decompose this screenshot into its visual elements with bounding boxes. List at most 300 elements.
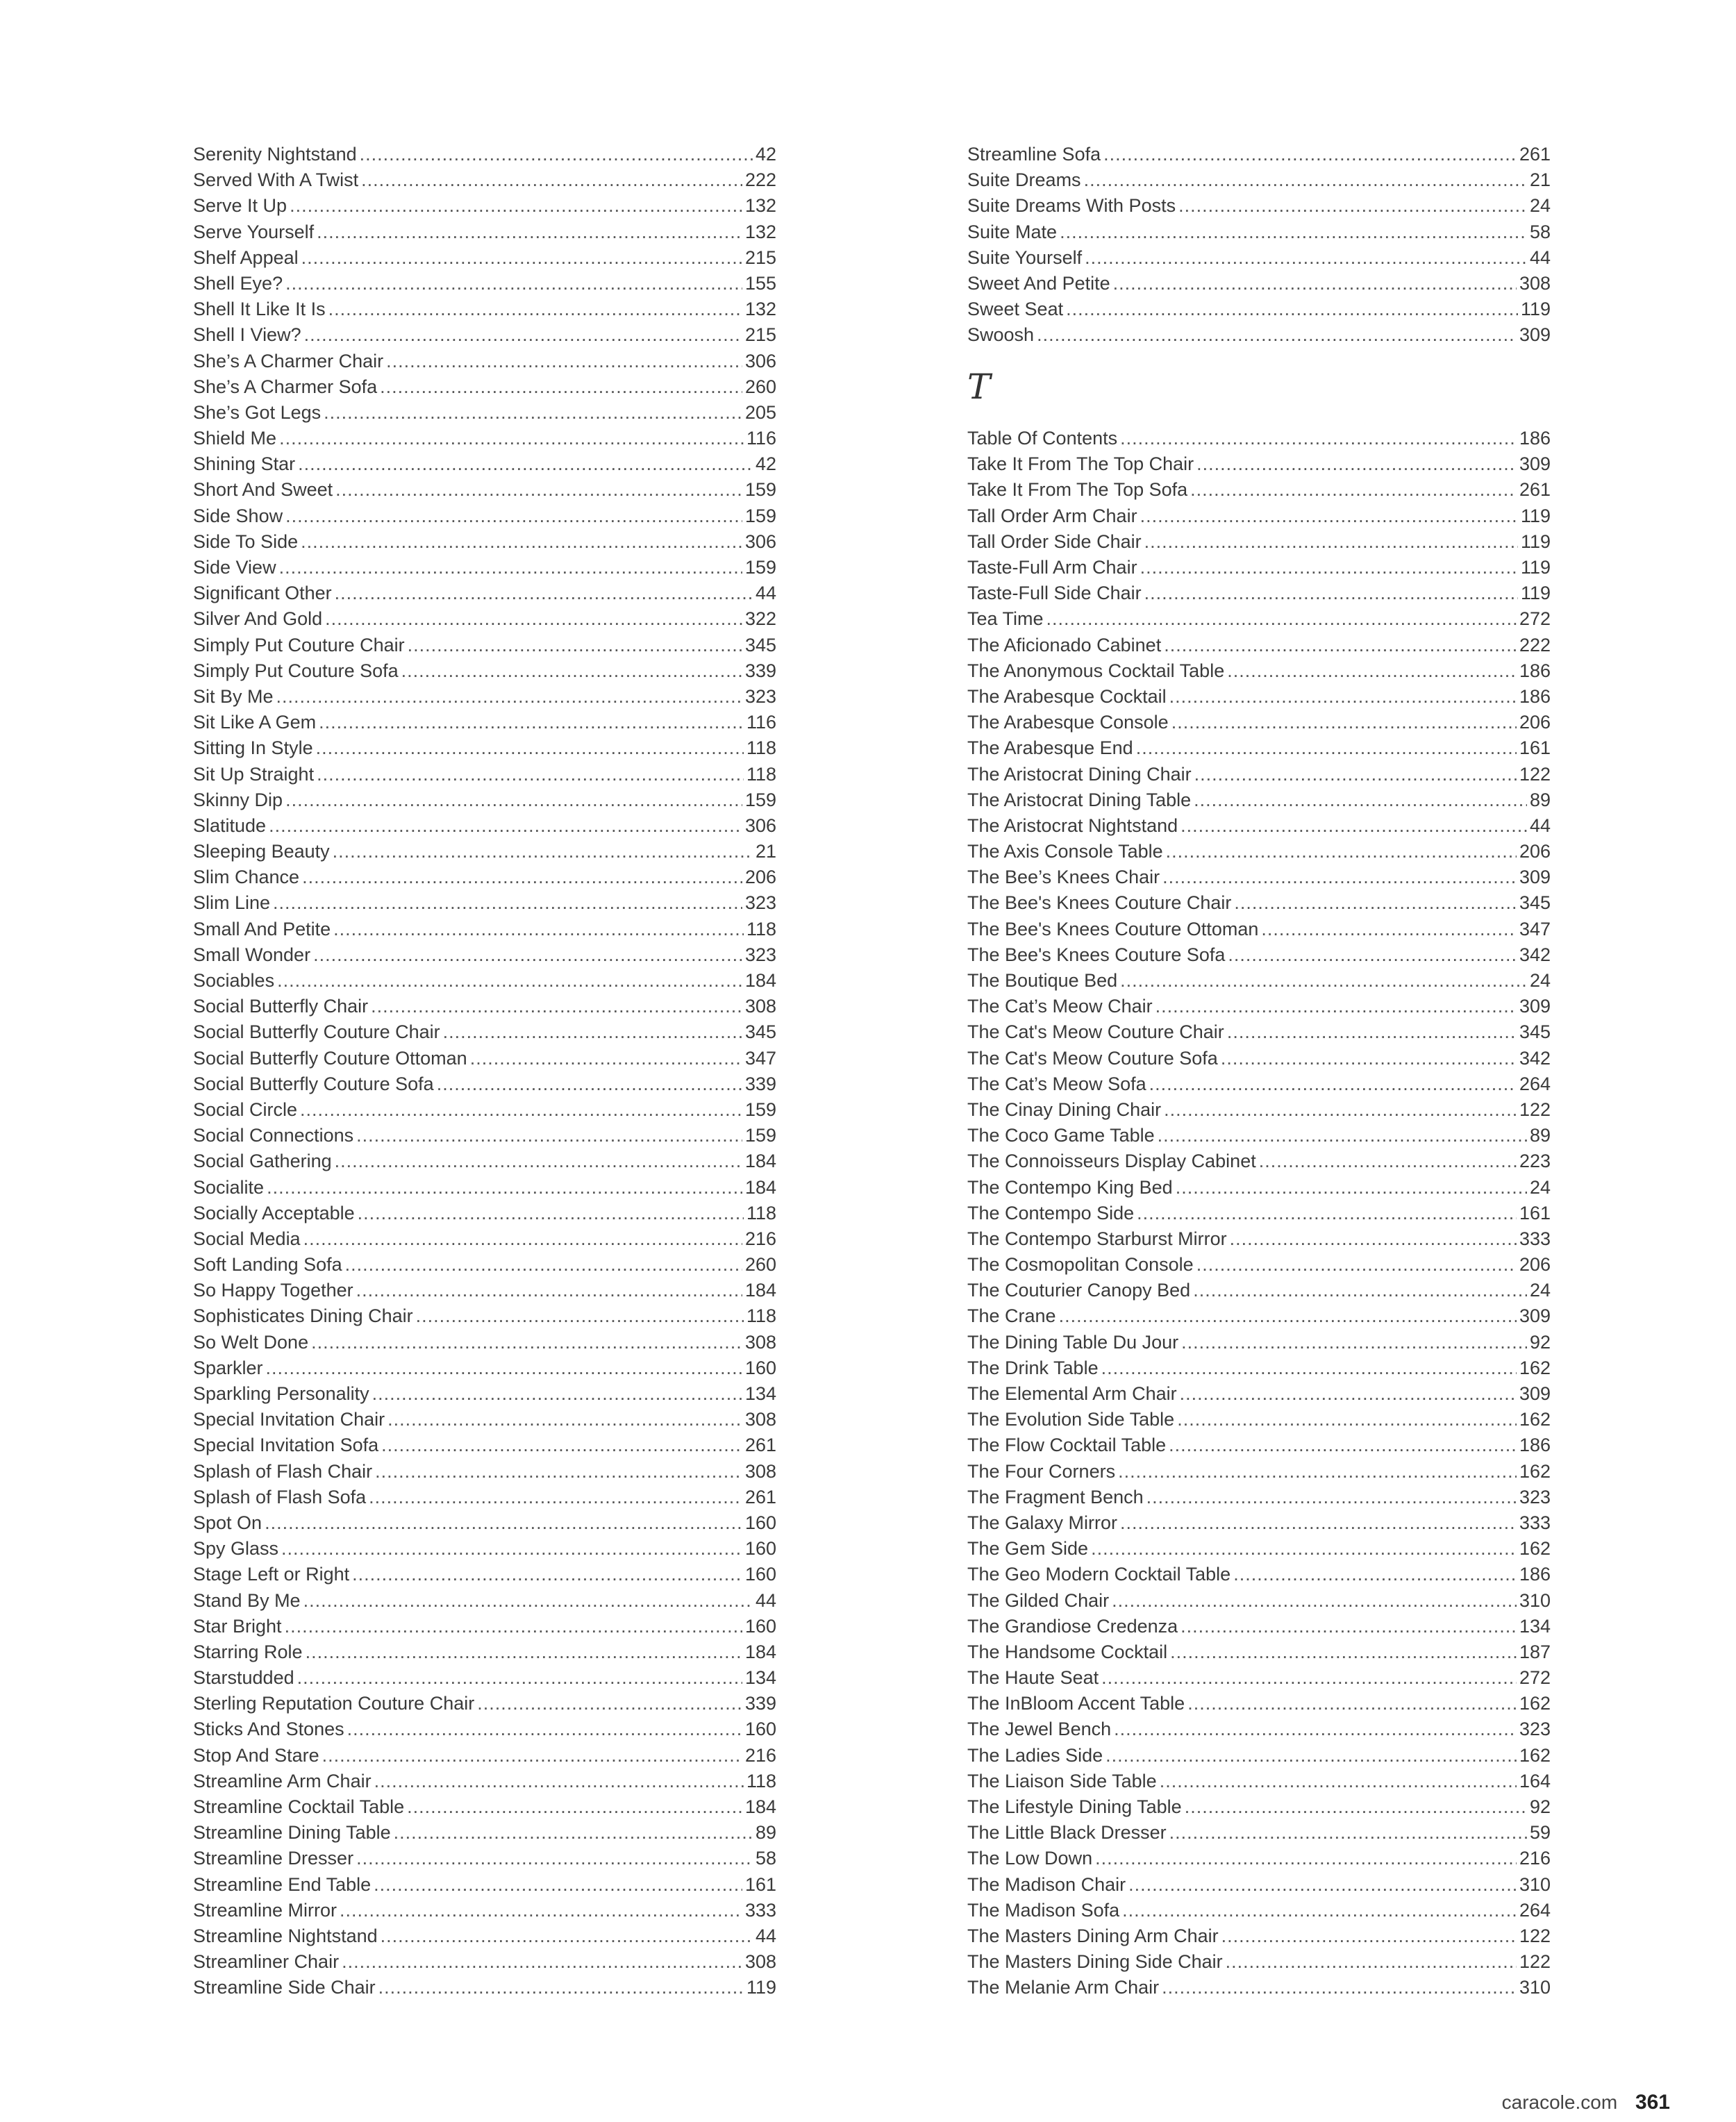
index-entry — [193, 322, 776, 348]
entry-name: The Connoisseurs Display Cabinet — [967, 1151, 1256, 1172]
entry-page-number: 308 — [744, 996, 776, 1017]
dot-leader — [386, 349, 742, 374]
dot-leader — [407, 1794, 742, 1820]
dot-leader — [358, 1201, 744, 1226]
index-entry — [967, 296, 1551, 322]
index-entry — [967, 1432, 1551, 1458]
dot-leader — [387, 1407, 742, 1432]
dot-leader — [1190, 477, 1517, 503]
dot-leader — [1169, 1820, 1527, 1846]
index-entry — [967, 580, 1551, 606]
entry-page-number: 323 — [1519, 1719, 1551, 1740]
entry-name: Take It From The Top Chair — [967, 453, 1194, 475]
dot-leader — [1194, 762, 1517, 787]
entry-page-number: 119 — [1520, 299, 1551, 320]
entry-page-number: 122 — [1519, 1925, 1551, 1946]
dot-leader — [1261, 917, 1517, 942]
dot-leader — [1118, 1459, 1517, 1485]
entry-page-number: 160 — [744, 1719, 776, 1740]
dot-leader — [290, 193, 742, 219]
entry-name: Silver And Gold — [193, 608, 323, 630]
index-entry — [193, 142, 776, 167]
entry-name: Streamline Cocktail Table — [193, 1796, 405, 1817]
entry-page-number: 161 — [1519, 1202, 1551, 1223]
entry-page-number: 216 — [744, 1228, 776, 1249]
entry-name: Slim Chance — [193, 867, 300, 888]
index-entry — [967, 426, 1551, 451]
entry-name: The Elemental Arm Chair — [967, 1383, 1177, 1405]
entry-name: The InBloom Accent Table — [967, 1693, 1185, 1714]
entry-page-number: 155 — [744, 272, 776, 294]
index-entry — [193, 1046, 776, 1071]
entry-page-number: 119 — [1520, 583, 1551, 604]
entry-page-number: 339 — [744, 1693, 776, 1714]
entry-page-number: 272 — [1519, 1667, 1551, 1689]
index-entry — [193, 1614, 776, 1639]
entry-page-number: 309 — [1519, 1305, 1551, 1327]
entry-page-number: 24 — [1529, 1176, 1551, 1198]
index-entry — [193, 1691, 776, 1716]
entry-name: She’s Got Legs — [193, 401, 322, 423]
entry-page-number: 119 — [1520, 505, 1551, 526]
dot-leader — [1227, 1019, 1517, 1045]
dot-leader — [381, 1432, 742, 1458]
entry-page-number: 42 — [755, 144, 776, 165]
entry-page-number: 339 — [744, 660, 776, 681]
dot-leader — [333, 917, 744, 942]
index-entry — [193, 1226, 776, 1252]
entry-name: Spy Glass — [193, 1538, 279, 1560]
dot-leader — [356, 1846, 753, 1871]
dot-leader — [416, 1303, 744, 1329]
dot-leader — [265, 1510, 742, 1536]
index-entry — [193, 529, 776, 555]
entry-name: Socialite — [193, 1176, 265, 1198]
index-entry — [967, 787, 1551, 813]
entry-page-number: 159 — [744, 1125, 776, 1146]
entry-page-number: 345 — [1519, 892, 1551, 914]
index-entry — [193, 633, 776, 658]
index-entry — [193, 426, 776, 451]
entry-name: Small And Petite — [193, 918, 331, 939]
entry-name: Social Butterfly Couture Chair — [193, 1021, 440, 1043]
index-entry — [967, 1872, 1551, 1898]
index-entry — [193, 1459, 776, 1485]
index-entry — [967, 1097, 1551, 1123]
dot-leader — [1185, 1794, 1527, 1820]
entry-page-number: 184 — [744, 970, 776, 991]
dot-leader — [1120, 1510, 1517, 1536]
dot-leader — [1120, 426, 1517, 451]
index-entry — [967, 1278, 1551, 1303]
entry-name: Social Connections — [193, 1125, 354, 1146]
index-entry — [193, 1330, 776, 1355]
entry-name: Special Invitation Chair — [193, 1409, 385, 1430]
dot-leader — [269, 813, 742, 839]
entry-page-number: 24 — [1529, 970, 1551, 992]
entry-name: So Happy Together — [193, 1280, 353, 1301]
index-entry — [193, 1148, 776, 1174]
index-entry — [967, 503, 1551, 529]
index-entry — [967, 1123, 1551, 1148]
index-entry — [193, 606, 776, 632]
entry-name: Spot On — [193, 1512, 262, 1533]
entry-page-number: 44 — [1529, 247, 1551, 268]
dot-leader — [1146, 1485, 1517, 1510]
entry-page-number: 184 — [744, 1280, 776, 1301]
index-entry — [193, 1278, 776, 1303]
index-entry — [967, 271, 1551, 296]
entry-page-number: 118 — [746, 1770, 776, 1791]
index-entry — [193, 1794, 776, 1820]
index-entry — [967, 1148, 1551, 1174]
entry-name: Suite Dreams With Posts — [967, 195, 1176, 217]
dot-leader — [1122, 1898, 1517, 1923]
index-entry — [967, 1820, 1551, 1846]
index-entry — [967, 710, 1551, 735]
entry-name: Social Butterfly Chair — [193, 996, 369, 1017]
entry-name: Splash of Flash Sofa — [193, 1486, 367, 1507]
entry-page-number: 309 — [1519, 453, 1551, 475]
entry-name: The Madison Chair — [967, 1873, 1126, 1895]
entry-page-number: 206 — [1519, 841, 1551, 862]
entry-name: The Cat’s Meow Chair — [967, 996, 1153, 1017]
entry-name: Small Wonder — [193, 944, 311, 965]
index-entry — [193, 710, 776, 735]
entry-page-number: 24 — [1529, 1280, 1551, 1301]
dot-leader — [369, 1485, 742, 1510]
entry-page-number: 161 — [744, 1873, 776, 1895]
entry-page-number: 322 — [744, 608, 776, 630]
index-entry — [967, 1769, 1551, 1794]
index-entry — [193, 1562, 776, 1587]
index-entry — [193, 1820, 776, 1846]
index-entry — [967, 1691, 1551, 1716]
entry-name: The Dining Table Du Jour — [967, 1331, 1179, 1353]
index-entry — [193, 1898, 776, 1923]
entry-page-number: 118 — [746, 737, 776, 759]
dot-leader — [277, 968, 742, 994]
entry-name: Sweet And Petite — [967, 272, 1110, 294]
entry-name: Short And Sweet — [193, 479, 333, 501]
dot-leader — [1060, 219, 1527, 245]
dot-leader — [1140, 555, 1518, 580]
entry-page-number: 184 — [744, 1796, 776, 1817]
dot-leader — [360, 142, 753, 167]
dot-leader — [1196, 1252, 1517, 1278]
dot-leader — [276, 684, 742, 710]
entry-page-number: 222 — [1519, 634, 1551, 655]
entry-page-number: 308 — [744, 1951, 776, 1973]
entry-page-number: 119 — [1520, 530, 1551, 552]
entry-page-number: 310 — [1519, 1977, 1551, 1998]
entry-page-number: 264 — [1519, 1899, 1551, 1921]
entry-page-number: 308 — [744, 1460, 776, 1482]
entry-page-number: 59 — [1529, 1822, 1551, 1844]
entry-page-number: 261 — [744, 1486, 776, 1507]
index-entry — [193, 1949, 776, 1975]
dot-leader — [372, 1381, 742, 1407]
entry-page-number: 159 — [744, 557, 776, 578]
entry-name: Simply Put Couture Sofa — [193, 660, 399, 681]
entry-name: The Gem Side — [967, 1538, 1089, 1560]
dot-leader — [1162, 1975, 1517, 2000]
entry-page-number: 132 — [744, 299, 776, 320]
entry-name: Social Media — [193, 1228, 301, 1249]
entry-name: The Crane — [967, 1305, 1056, 1327]
entry-name: Significant Other — [193, 583, 332, 604]
index-entry — [967, 1949, 1551, 1975]
dot-leader — [408, 633, 742, 658]
entry-page-number: 134 — [744, 1383, 776, 1404]
entry-name: The Cat's Meow Couture Sofa — [967, 1047, 1218, 1069]
entry-name: Streamline Nightstand — [193, 1925, 378, 1946]
entry-page-number: 89 — [1529, 1125, 1551, 1146]
dot-leader — [1066, 296, 1518, 322]
dot-leader — [371, 994, 742, 1019]
dot-leader — [1234, 890, 1517, 916]
entry-name: The Drink Table — [967, 1357, 1099, 1378]
entry-name: Stop And Stare — [193, 1744, 319, 1766]
entry-page-number: 187 — [1519, 1641, 1551, 1662]
entry-name: Skinny Dip — [193, 789, 283, 810]
index-entry — [193, 1407, 776, 1432]
entry-page-number: 206 — [1519, 1254, 1551, 1276]
entry-name: Sparkler — [193, 1357, 263, 1378]
dot-leader — [437, 1071, 742, 1097]
entry-page-number: 122 — [1519, 1098, 1551, 1120]
dot-leader — [1166, 839, 1517, 864]
entry-page-number: 118 — [746, 918, 776, 939]
index-entry — [967, 219, 1551, 245]
entry-name: The Coco Game Table — [967, 1125, 1155, 1146]
entry-page-number: 206 — [744, 867, 776, 888]
index-entry — [193, 839, 776, 864]
index-entry — [967, 322, 1551, 348]
entry-name: Shield Me — [193, 428, 277, 449]
index-entry — [967, 917, 1551, 942]
dot-leader — [1046, 606, 1517, 632]
dot-leader — [1178, 193, 1527, 219]
dot-leader — [328, 296, 742, 322]
dot-leader — [297, 1665, 742, 1691]
dot-leader — [285, 503, 742, 529]
index-entry — [967, 1898, 1551, 1923]
entry-name: The Handsome Cocktail — [967, 1641, 1168, 1662]
index-entry — [193, 735, 776, 761]
index-group-s — [967, 142, 1551, 349]
dot-leader — [1059, 1303, 1517, 1329]
dot-leader — [1176, 1175, 1527, 1201]
index-entry — [967, 1975, 1551, 2000]
entry-page-number: 159 — [744, 1098, 776, 1120]
index-entry — [193, 1097, 776, 1123]
entry-name: Slim Line — [193, 892, 271, 914]
footer-page-number: 361 — [1635, 2091, 1670, 2114]
dot-leader — [374, 1769, 744, 1794]
dot-leader — [1155, 994, 1517, 1019]
index-entry — [967, 1846, 1551, 1871]
entry-name: The Aristocrat Dining Chair — [967, 763, 1192, 785]
dot-leader — [319, 710, 744, 735]
dot-leader — [1180, 813, 1527, 839]
entry-name: Take It From The Top Sofa — [967, 479, 1188, 501]
entry-name: Streamline Sofa — [967, 144, 1101, 165]
index-entry — [193, 555, 776, 580]
entry-name: Shining Star — [193, 453, 296, 475]
entry-name: The Cat’s Meow Sofa — [967, 1073, 1146, 1094]
dot-leader — [313, 942, 742, 968]
entry-page-number: 345 — [744, 1021, 776, 1043]
entry-page-number: 345 — [1519, 1021, 1551, 1043]
dot-leader — [1228, 942, 1517, 968]
entry-page-number: 160 — [744, 1615, 776, 1637]
dot-leader — [1158, 1123, 1527, 1148]
entry-page-number: 134 — [1519, 1615, 1551, 1637]
index-entry — [193, 1769, 776, 1794]
entry-page-number: 323 — [744, 944, 776, 965]
index-entry — [967, 1614, 1551, 1639]
entry-page-number: 159 — [744, 479, 776, 501]
dot-leader — [1187, 1691, 1517, 1716]
dot-leader — [1160, 1769, 1517, 1794]
entry-page-number: 92 — [1529, 1796, 1551, 1818]
dot-leader — [267, 1175, 742, 1201]
entry-page-number: 134 — [744, 1667, 776, 1689]
dot-leader — [1196, 451, 1517, 477]
index-entry — [967, 1226, 1551, 1252]
index-entry — [193, 1975, 776, 2000]
entry-page-number: 132 — [744, 221, 776, 242]
index-entry — [193, 658, 776, 684]
index-entry — [193, 968, 776, 994]
entry-page-number: 186 — [1519, 660, 1551, 681]
index-entry — [193, 762, 776, 787]
entry-name: The Grandiose Credenza — [967, 1615, 1178, 1637]
entry-name: Taste-Full Arm Chair — [967, 557, 1137, 578]
entry-page-number: 42 — [755, 453, 776, 475]
page-footer — [1502, 2091, 1670, 2114]
dot-leader — [335, 1148, 742, 1174]
dot-leader — [1101, 1665, 1517, 1691]
entry-name: The Bee's Knees Couture Ottoman — [967, 918, 1259, 939]
dot-leader — [1171, 710, 1517, 735]
dot-leader — [1105, 1743, 1517, 1769]
entry-page-number: 309 — [1519, 867, 1551, 888]
entry-page-number: 21 — [755, 841, 776, 862]
entry-name: Social Circle — [193, 1098, 298, 1120]
dot-leader — [266, 1355, 742, 1381]
index-group-t — [967, 426, 1551, 2000]
dot-leader — [352, 1562, 742, 1587]
entry-page-number: 118 — [746, 1305, 776, 1327]
index-entry — [193, 1846, 776, 1871]
index-entry — [967, 193, 1551, 219]
dot-leader — [273, 890, 742, 916]
dot-leader — [303, 1588, 753, 1614]
entry-page-number: 162 — [1519, 1538, 1551, 1560]
entry-name: The Cinay Dining Chair — [967, 1098, 1162, 1120]
entry-page-number: 215 — [744, 324, 776, 346]
dot-leader — [285, 787, 742, 813]
dot-leader — [1177, 1407, 1517, 1432]
entry-page-number: 339 — [744, 1073, 776, 1094]
index-entry — [193, 1201, 776, 1226]
index-entry — [193, 296, 776, 322]
entry-name: Sociables — [193, 970, 275, 991]
entry-page-number: 308 — [1519, 272, 1551, 294]
index-entry — [193, 1019, 776, 1045]
index-entry — [193, 1665, 776, 1691]
entry-name: The Gilded Chair — [967, 1589, 1110, 1611]
dot-leader — [317, 219, 742, 245]
entry-name: Starring Role — [193, 1641, 303, 1662]
entry-page-number: 342 — [1519, 944, 1551, 965]
dot-leader — [1169, 684, 1517, 710]
dot-leader — [311, 1330, 742, 1355]
entry-name: The Bee’s Knees Chair — [967, 867, 1160, 888]
footer-site-url: caracole.com — [1501, 2091, 1618, 2113]
index-entry — [193, 1252, 776, 1278]
entry-name: Socially Acceptable — [193, 1202, 355, 1223]
entry-name: The Fragment Bench — [967, 1486, 1144, 1507]
entry-name: Stand By Me — [193, 1589, 301, 1611]
index-entry — [967, 633, 1551, 658]
entry-name: The Aficionado Cabinet — [967, 634, 1162, 655]
entry-name: Serve Yourself — [193, 221, 315, 242]
entry-name: Slatitude — [193, 814, 267, 836]
dot-leader — [1162, 864, 1517, 890]
entry-page-number: 309 — [1519, 324, 1551, 346]
entry-page-number: 184 — [744, 1176, 776, 1198]
dot-leader — [335, 580, 753, 606]
dot-leader — [1140, 503, 1518, 529]
dot-leader — [381, 1923, 753, 1949]
entry-name: Social Butterfly Couture Ottoman — [193, 1047, 467, 1069]
index-entry — [967, 142, 1551, 167]
entry-name: Shell Eye? — [193, 272, 283, 294]
dot-leader — [470, 1046, 742, 1071]
entry-page-number: 164 — [1519, 1770, 1551, 1791]
entry-name: Social Gathering — [193, 1151, 332, 1172]
entry-name: She’s A Charmer Sofa — [193, 376, 378, 397]
dot-leader — [443, 1019, 742, 1045]
dot-leader — [279, 555, 742, 580]
index-entry — [193, 1432, 776, 1458]
entry-name: The Little Black Dresser — [967, 1822, 1167, 1844]
entry-page-number: 44 — [755, 1589, 776, 1611]
index-column-right — [967, 142, 1551, 2001]
entry-name: Serenity Nightstand — [193, 144, 357, 165]
dot-leader — [1164, 633, 1517, 658]
entry-name: The Contempo Starburst Mirror — [967, 1228, 1227, 1249]
dot-leader — [285, 271, 742, 296]
dot-leader — [401, 658, 742, 684]
entry-page-number: 323 — [1519, 1486, 1551, 1507]
entry-page-number: 306 — [744, 814, 776, 836]
entry-name: So Welt Done — [193, 1331, 309, 1353]
entry-name: The Melanie Arm Chair — [967, 1977, 1160, 1998]
entry-page-number: 323 — [744, 685, 776, 707]
dot-leader — [325, 606, 742, 632]
entry-page-number: 186 — [1519, 1564, 1551, 1585]
entry-name: Social Butterfly Couture Sofa — [193, 1073, 434, 1094]
index-entry — [193, 1175, 776, 1201]
dot-leader — [1149, 1071, 1517, 1097]
index-entry — [193, 451, 776, 477]
entry-name: Splash of Flash Chair — [193, 1460, 373, 1482]
dot-leader — [380, 374, 742, 400]
